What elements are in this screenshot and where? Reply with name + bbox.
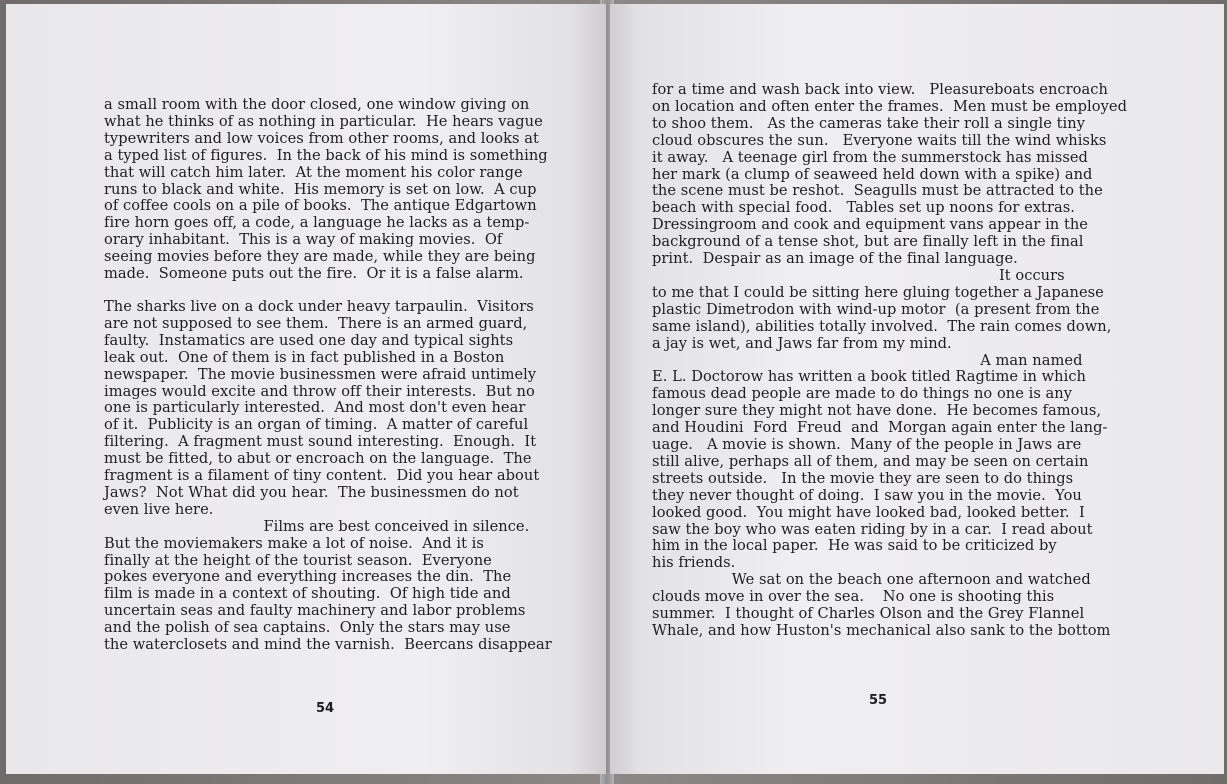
left-page <box>6 4 606 774</box>
right-page-number: 55 <box>869 693 888 708</box>
left-paragraph-2: The sharks live on a dock under heavy tarpaulin. Visitors are not supposed to see them. There is an armed guard, faulty. Instamatics are used one day and typical sights leak out. One of them is in fact published in a Boston newspaper. The movie businessmen were afraid untimely images would excite and throw off their interests. But no one is particularly interested. And most don't even hear of it. Publicity is an organ of timing. A matter of careful filtering. A fragment must sound interesting. Enough. It must be fitted, to abut or encroach on the language. The fragment is a filament of tiny content. Did you hear about Jaws? Not What did you hear. The businessmen do not even live here. Films are best conceived in silence. But the moviemakers make a lot of noise. And it is finally at the height of the tourist season. Everyone pokes everyone and everything increases the din. The film is made in a context of shouting. Of high tide and uncertain seas and faulty machinery and labor problems and the polish of sea captains. Only the stars may use the waterclosets and mind the varnish. Beercans disappear <box>104 297 552 654</box>
right-page-text <box>652 82 1172 640</box>
left-page-text <box>104 97 599 654</box>
left-page-number: 54 <box>316 701 335 716</box>
right-page <box>610 4 1224 774</box>
right-page-body: for a time and wash back into view. Pleasureboats encroach on location and often enter the frames. Men must be employed to shoo them. As the cameras take their roll a single tiny cloud obscures the sun. Everyone waits till the wind whisks it away. A teenage girl from the summerstock has missed her mark (a clump of seaweed held down with a spike) and the scene must be reshot. Seagulls must be attracted to the beach with special food. Tables set up noons for extras. Dressingroom and cook and equipment vans appear in the background of a tense shot, but are finally left in the final print. Despair as an image of the final language. It occurs to me that I could be sitting here gluing together a Japanese plastic Dimetrodon with wind-up motor (a present from the same island), abilities totally involved. The rain comes down, a jay is wet, and Jaws far from my mind. A man named E. L. Doctorow has written a book titled Ragtime in which famous dead people are made to do things no one is any longer sure they might not have done. He becomes famous, and Houdini Ford Freud and Morgan again enter the lang- uage. A movie is shown. Many of the people in Jaws are still alive, perhaps all of them, and may be seen on certain streets outside. In the movie they are seen to do things they never thought of doing. I saw you in the movie. You looked good. You might have looked bad, looked better. I saw the boy who was eaten riding by in a car. I read about him in the local paper. He was said to be criticized by his friends. We sat on the beach one afternoon and watched clouds move in over the sea. No one is shooting this summer. I thought of Charles Olson and the Grey Flannel Whale, and how Huston's mechanical also sank to the bottom <box>652 81 1127 639</box>
paragraph-gap <box>104 283 599 299</box>
left-paragraph-1: a small room with the door closed, one window giving on what he thinks of as nothing in particular. He hears vague typewriters and low voices from other rooms, and looks at a typed list of figures. In the back of his mind is something that will catch him later. At the moment his color range runs to black and white. His memory is set on low. A cup of coffee cools on a pile of books. The antique Edgartown fire horn goes off, a code, a language he lacks as a temp- orary inhabitant. This is a way of making movies. Of seeing movies before they are made, while they are being made. Someone puts out the fire. Or it is a false alarm. <box>104 96 548 283</box>
